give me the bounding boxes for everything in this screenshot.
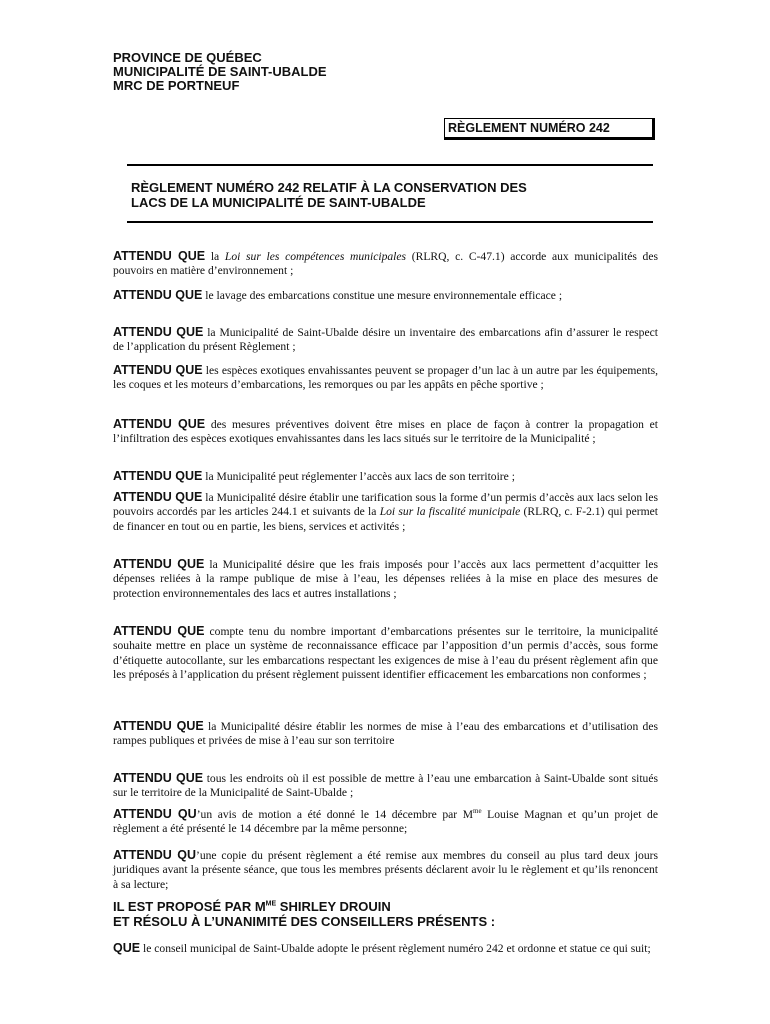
attendu-keyword: ATTENDU QUE [113, 288, 203, 302]
attendu-keyword: ATTENDU QUE [113, 363, 203, 377]
attendu-keyword: ATTENDU QUE [113, 249, 206, 263]
que-paragraph: QUE le conseil municipal de Saint-Ubalde adopte le présent règlement numéro 242 et ordonne et statue ce qui suit; [113, 941, 651, 955]
resolution-line-2: ET RÉSOLU À L’UNANIMITÉ DES CONSEILLERS PRÉSENTS : [113, 914, 496, 929]
que-keyword: QUE [113, 941, 141, 955]
attendu-paragraph: ATTENDU QUE tous les endroits où il est possible de mettre à l’eau une embarcation à Saint-Ubalde sont situés sur le territoire de la Municipalité de Saint-Ubalde ; [113, 771, 658, 800]
attendu-keyword: ATTENDU QUE [113, 469, 203, 483]
attendu-paragraph: ATTENDU QU’une copie du présent règlement a été remise aux membres du conseil au plus tard deux jours juridiques avant la présente séance, que tous les membres présents déclarent avoir lu le règlement et qu’ils renoncent à sa lecture; [113, 848, 658, 891]
attendu-keyword: ATTENDU QU [113, 848, 196, 862]
attendu-paragraph: ATTENDU QUE la Municipalité désire établir une tarification sous la forme d’un permis d’accès aux lacs selon les pouvoirs accordés par les articles 244.1 et suivants de la Loi sur la fiscalité municipale (RLRQ, c. F-2.1) qui permet de financer en tout ou en partie, les biens, services et activités ; [113, 490, 658, 533]
attendu-paragraph: ATTENDU QUE la Loi sur les compétences municipales (RLRQ, c. C-47.1) accorde aux municipalités des pouvoirs en matière d’environnement ; [113, 249, 658, 278]
attendu-keyword: ATTENDU QUE [113, 325, 204, 339]
title-superscript: me [473, 807, 482, 816]
header-province: PROVINCE DE QUÉBEC [113, 50, 262, 65]
attendu-keyword: ATTENDU QUE [113, 557, 205, 571]
attendu-paragraph: ATTENDU QUE la Municipalité désire établir les normes de mise à l’eau des embarcations et d’utilisation des rampes publiques et privées de mise à l’eau sur son territoire [113, 719, 658, 748]
title-superscript: ME [265, 900, 277, 908]
title-rule-bottom [127, 221, 653, 223]
attendu-paragraph: ATTENDU QUE les espèces exotiques envahissantes peuvent se propager d’un lac à un autre par les équipements, les coques et les moteurs d’embarcations, les remorques ou par les appâts en pêche sportive ; [113, 363, 658, 392]
attendu-paragraph: ATTENDU QUE la Municipalité peut réglementer l’accès aux lacs de son territoire ; [113, 469, 515, 483]
attendu-paragraph: ATTENDU QU’un avis de motion a été donné le 14 décembre par $M^{me}$ Louise Magnan et qu’un projet de règlement a été présenté le 14 décembre par la même personne; [113, 807, 658, 836]
title-line-1: RÈGLEMENT NUMÉRO 242 RELATIF À LA CONSERVATION DES [131, 180, 527, 195]
law-title: Loi sur les compétences municipales [224, 250, 407, 263]
attendu-paragraph: ATTENDU QUE des mesures préventives doivent être mises en place de façon à contrer la propagation et l’infiltration des espèces exotiques envahissantes dans les lacs situés sur le territoire de la Municipalité ; [113, 417, 658, 446]
reglement-number-box: RÈGLEMENT NUMÉRO 242 [444, 118, 655, 140]
attendu-paragraph: ATTENDU QUE la Municipalité de Saint-Ubalde désire un inventaire des embarcations afin d’assurer le respect de l’application du présent Règlement ; [113, 325, 658, 354]
document-header [113, 51, 327, 93]
attendu-paragraph: ATTENDU QUE la Municipalité désire que les frais imposés pour l’accès aux lacs permettent d’acquitter les dépenses reliées à la rampe publique de mise à l’eau, les dépenses reliées à la mise en place des mesures de protection environnementales des lacs et autres installations ; [113, 557, 658, 600]
attendu-keyword: ATTENDU QUE [113, 624, 205, 638]
header-mrc: MRC DE PORTNEUF [113, 78, 240, 93]
header-municipality: MUNICIPALITÉ DE SAINT-UBALDE [113, 64, 327, 79]
document-title [131, 180, 631, 210]
resolution-line-1: IL EST PROPOSÉ PAR $M^{ME}$ SHIRLEY DROUIN [113, 899, 391, 914]
title-line-2: LACS DE LA MUNICIPALITÉ DE SAINT-UBALDE [131, 195, 426, 210]
resolution-heading [113, 899, 495, 929]
attendu-keyword: ATTENDU QU [113, 807, 197, 821]
attendu-keyword: ATTENDU QUE [113, 417, 206, 431]
title-rule-top [127, 164, 653, 166]
attendu-keyword: ATTENDU QUE [113, 719, 204, 733]
attendu-paragraph: ATTENDU QUE le lavage des embarcations constitue une mesure environnementale efficace ; [113, 288, 563, 302]
attendu-keyword: ATTENDU QUE [113, 490, 203, 504]
law-title: Loi sur la fiscalité municipale [379, 505, 521, 519]
attendu-paragraph: ATTENDU QUE compte tenu du nombre important d’embarcations présentes sur le territoire, la municipalité souhaite mettre en place un système de reconnaissance efficace par l’apposition d’un permis d’accès, sous forme d’étiquette autocollante, sur les embarcations respectant les exigences de mise à l’eau du présent règlement afin que les préposés à l’application du présent règlement puissent identifier efficacement les embarcations non conformes ; [113, 624, 658, 681]
attendu-keyword: ATTENDU QUE [113, 771, 204, 785]
